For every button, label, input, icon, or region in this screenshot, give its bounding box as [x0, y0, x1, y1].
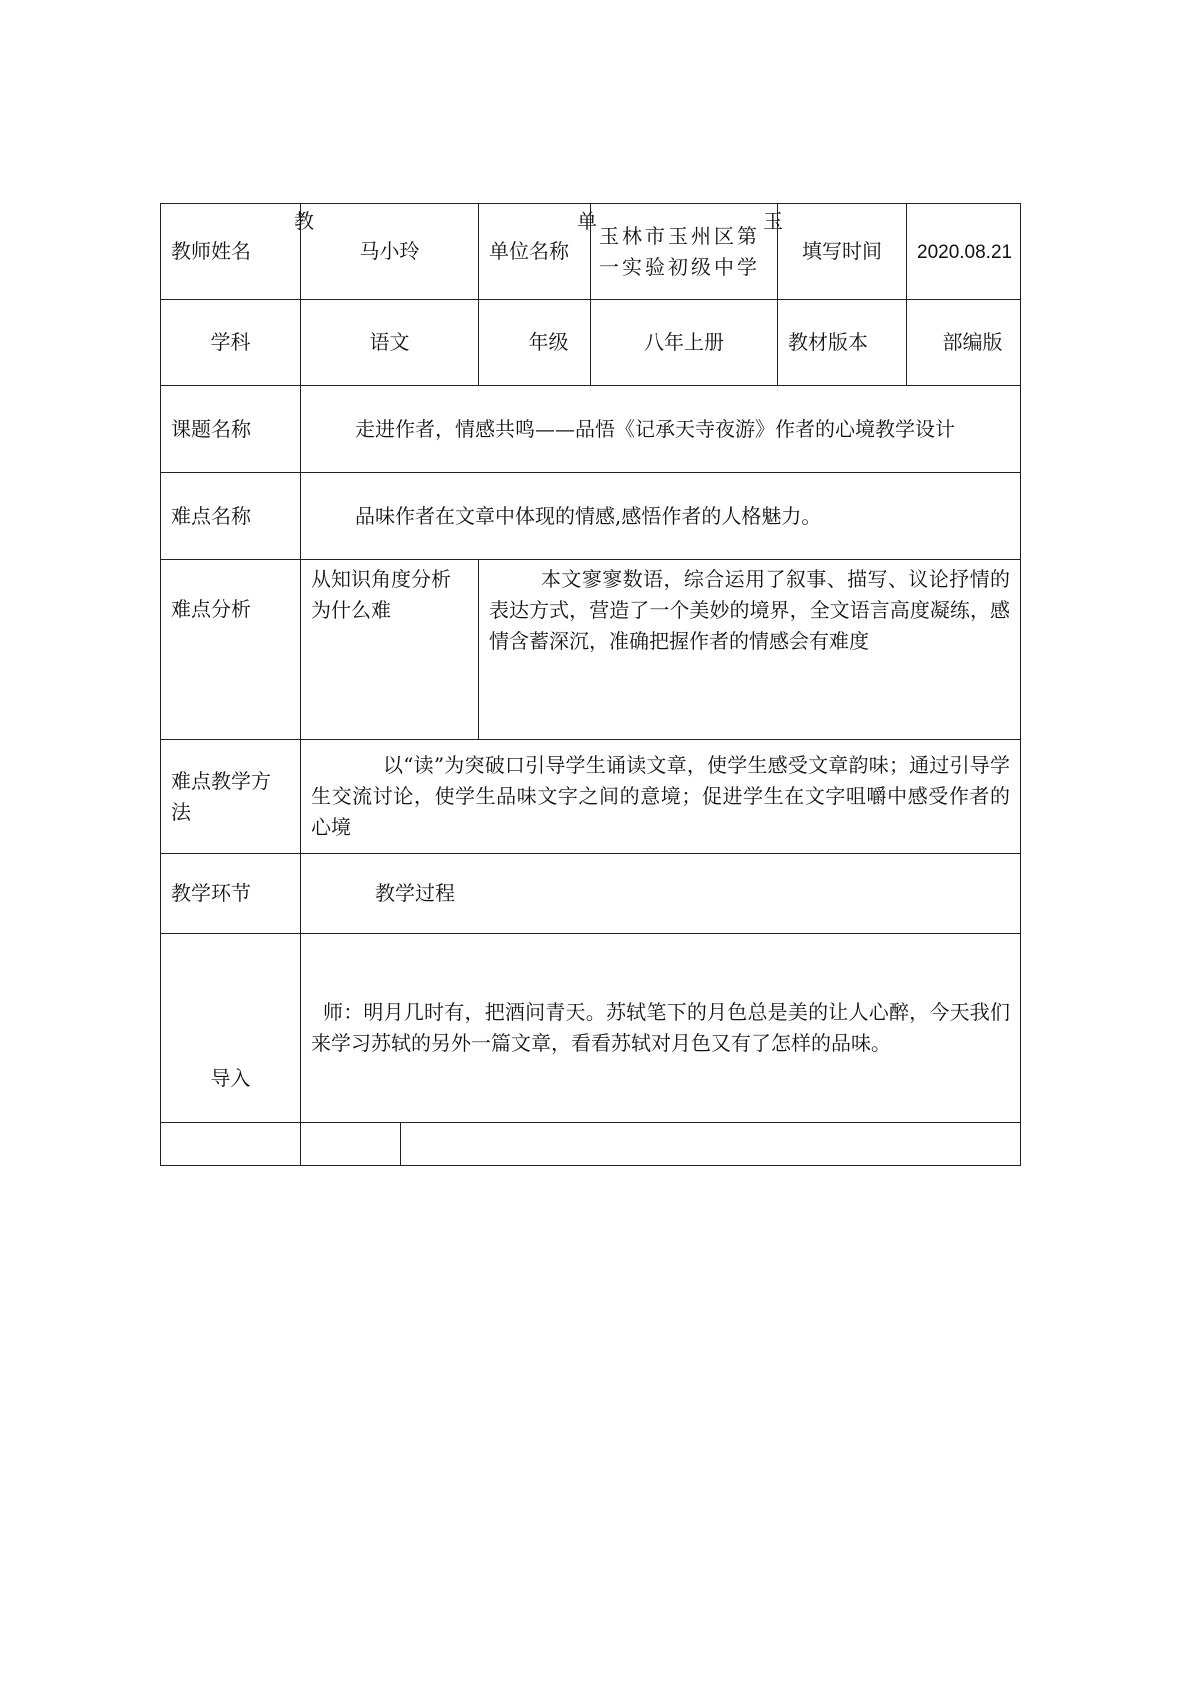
row-teacher-info	[161, 204, 1021, 300]
analysis-sublabel-cell	[301, 560, 479, 740]
process-value-cell	[301, 854, 1021, 934]
method-label: 难点教学方法	[171, 768, 271, 824]
topic-label: 课题名称	[171, 416, 251, 441]
empty-cell-3	[401, 1123, 1021, 1166]
date-label-cell	[763, 204, 907, 300]
method-value-cell	[301, 740, 1021, 854]
lesson-plan-table	[160, 203, 1021, 1166]
grade-label-cell	[479, 300, 591, 386]
analysis-label-cell	[161, 560, 301, 740]
intro-value-cell	[301, 934, 1021, 1123]
process-step-label: 教学环节	[171, 881, 251, 905]
topic-value: 走进作者，情感共鸣——品悟《记承天寺夜游》作者的心境教学设计	[355, 416, 955, 441]
process-header-value: 教学过程	[375, 881, 455, 905]
intro-value: 师：明月几时有，把酒问青天。苏轼笔下的月色总是美的让人心醉，今天我们来学习苏轼的另外一篇文章，看看苏轼对月色又有了怎样的品味。	[311, 1000, 1010, 1055]
unit-value-cell	[577, 204, 778, 300]
unit-label-cell	[479, 204, 591, 300]
teacher-label-cell	[161, 204, 314, 300]
lesson-plan-document	[160, 203, 1020, 1166]
topic-label-cell	[161, 386, 301, 473]
row-process-header	[161, 854, 1021, 934]
analysis-label: 难点分析	[171, 597, 251, 621]
row-analysis	[161, 560, 1021, 740]
subject-value-cell	[301, 300, 479, 386]
empty-cell-2	[301, 1123, 401, 1166]
subject-label: 学科	[210, 330, 251, 354]
unit-value: 玉林市玉州区第一实验初级中学	[599, 223, 760, 279]
topic-value-cell	[301, 386, 1021, 473]
row-topic	[161, 386, 1021, 473]
date-label: 填写时间	[802, 239, 882, 263]
edition-label: 教材版本	[788, 330, 868, 354]
analysis-sublabel: 从知识角度分析为什么难	[311, 567, 451, 622]
difficulty-label-cell	[161, 473, 301, 560]
teacher-value-cell	[301, 204, 479, 300]
difficulty-value-cell	[301, 473, 1021, 560]
analysis-value-cell	[479, 560, 1021, 740]
subject-value: 语文	[369, 330, 410, 354]
method-label-cell	[161, 740, 301, 854]
difficulty-value: 品味作者在文章中体现的情感,感悟作者的人格魅力。	[355, 503, 822, 528]
subject-label-cell	[161, 300, 301, 386]
row-subject-info	[161, 300, 1021, 386]
intro-label-cell	[161, 934, 301, 1123]
teacher-label: 教师姓名	[171, 239, 251, 263]
process-label-cell	[161, 854, 301, 934]
unit-label: 单位名称	[489, 239, 569, 263]
date-value-cell	[907, 204, 1021, 300]
difficulty-label: 难点名称	[171, 503, 251, 528]
grade-value: 八年上册	[644, 330, 724, 354]
stray-char-2: 单	[577, 209, 600, 233]
teacher-value: 马小玲	[359, 239, 420, 263]
method-value: 以“读”为突破口引导学生诵读文章，使学生感受文章韵味；通过引导学生交流讨论，使学生品味文字之间的意境；促进学生在文字咀嚼中感受作者的心境	[311, 753, 1010, 839]
analysis-value: 本文寥寥数语，综合运用了叙事、描写、议论抒情的表达方式，营造了一个美妙的境界，全文语言高度凝练，感情含蓄深沉，准确把握作者的情感会有难度	[489, 567, 1010, 653]
date-value: 2020.08.21	[917, 241, 1013, 263]
grade-value-cell	[591, 300, 778, 386]
edition-value: 部编版	[942, 330, 1003, 354]
edition-label-cell	[778, 300, 907, 386]
grade-label: 年级	[528, 330, 569, 354]
row-method	[161, 740, 1021, 854]
edition-value-cell	[907, 300, 1021, 386]
empty-cell-1	[161, 1123, 301, 1166]
stray-char-3: 玉	[763, 209, 783, 233]
row-difficulty	[161, 473, 1021, 560]
stray-char-1: 教	[294, 209, 314, 233]
row-intro	[161, 934, 1021, 1123]
intro-label: 导入	[210, 1066, 251, 1090]
row-empty	[161, 1123, 1021, 1166]
